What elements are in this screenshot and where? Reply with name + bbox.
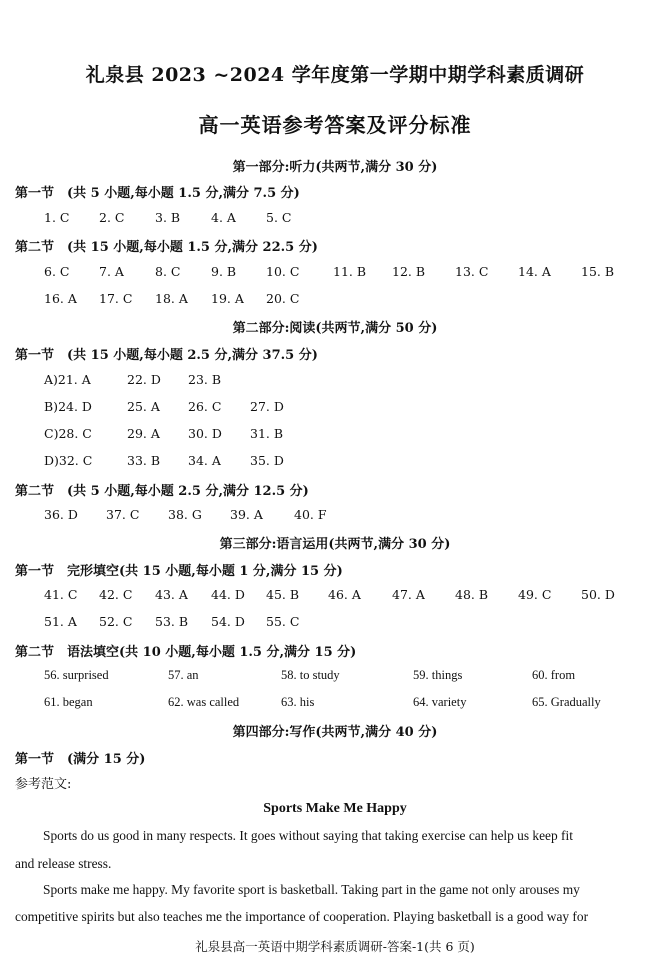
answer-item: 46. A <box>328 587 361 602</box>
answer-item: 36. D <box>44 507 78 522</box>
answer-item: 61. began <box>44 695 93 709</box>
answer-item: 1. C <box>44 210 70 225</box>
answer-item: 54. D <box>211 614 245 629</box>
essay-line: and release stress. <box>15 856 112 871</box>
answer-item: 8. C <box>155 264 181 279</box>
answer-item: 42. C <box>99 587 133 602</box>
reference-essay-label: 参考范文: <box>15 777 72 792</box>
answer-item: 47. A <box>392 587 425 602</box>
answer-item: 43. A <box>155 587 188 602</box>
answer-item: 33. B <box>127 453 161 468</box>
answer-item: 44. D <box>211 587 245 602</box>
part3-sec2-heading: 第二节 语法填空(共 10 小题,每小题 1.5 分,满分 15 分) <box>15 645 357 660</box>
answer-item: 59. things <box>413 668 463 682</box>
part4-heading: 第四部分:写作(共两节,满分 40 分) <box>232 725 438 740</box>
answer-item: 27. D <box>250 399 284 414</box>
answer-item: 2. C <box>99 210 125 225</box>
answer-item: 41. C <box>44 587 78 602</box>
answer-item: 29. A <box>127 426 160 441</box>
part2-heading: 第二部分:阅读(共两节,满分 50 分) <box>232 321 438 336</box>
page-footer: 礼泉县高一英语中期学科素质调研-答案-1(共 6 页) <box>195 939 475 954</box>
essay-title: Sports Make Me Happy <box>263 801 407 816</box>
answer-item: 31. B <box>250 426 284 441</box>
answer-item: 20. C <box>266 291 300 306</box>
answer-item: 58. to study <box>281 668 340 682</box>
answer-item: C)28. C <box>44 426 92 441</box>
essay-line: Sports make me happy. My favorite sport is basketball. Taking part in the game not only arouses my <box>43 882 580 897</box>
part1-sec2-heading: 第二节 (共 15 小题,每小题 1.5 分,满分 22.5 分) <box>15 240 318 255</box>
answer-item: 57. an <box>168 668 199 682</box>
answer-item: 35. D <box>250 453 284 468</box>
answer-item: 5. C <box>266 210 292 225</box>
answer-item: 25. A <box>127 399 160 414</box>
answer-item: 45. B <box>266 587 300 602</box>
answer-item: 51. A <box>44 614 77 629</box>
answer-item: 19. A <box>211 291 244 306</box>
answer-item: 14. A <box>518 264 551 279</box>
answer-item: 50. D <box>581 587 615 602</box>
answer-item: 10. C <box>266 264 300 279</box>
essay-line: Sports do us good in many respects. It goes without saying that taking exercise can help us keep fit <box>43 828 573 843</box>
answer-item: 52. C <box>99 614 133 629</box>
answer-item: 22. D <box>127 372 161 387</box>
answer-item: 48. B <box>455 587 489 602</box>
answer-item: D)32. C <box>44 453 93 468</box>
answer-item: 12. B <box>392 264 426 279</box>
answer-item: 13. C <box>455 264 489 279</box>
answer-item: 39. A <box>230 507 263 522</box>
part2-sec2-heading: 第二节 (共 5 小题,每小题 2.5 分,满分 12.5 分) <box>15 484 309 499</box>
answer-item: 37. C <box>106 507 140 522</box>
answer-item: 62. was called <box>168 695 240 709</box>
answer-item: 53. B <box>155 614 189 629</box>
answer-item: 40. F <box>294 507 327 522</box>
part2-sec1-heading: 第一节 (共 15 小题,每小题 2.5 分,满分 37.5 分) <box>15 348 318 363</box>
answer-item: 60. from <box>532 668 576 682</box>
answer-item: 16. A <box>44 291 77 306</box>
answer-item: 49. C <box>518 587 552 602</box>
answer-item: 23. B <box>188 372 222 387</box>
answer-item: 15. B <box>581 264 615 279</box>
answer-item: 65. Gradually <box>532 695 601 709</box>
part3-sec1-heading: 第一节 完形填空(共 15 小题,每小题 1 分,满分 15 分) <box>15 564 343 579</box>
document-title: 礼泉县 2023 ~2024 学年度第一学期中期学科素质调研 <box>85 64 585 86</box>
answer-item: 26. C <box>188 399 222 414</box>
answer-item: 4. A <box>211 210 236 225</box>
answer-item: 30. D <box>188 426 222 441</box>
document-subtitle: 高一英语参考答案及评分标准 <box>198 113 472 137</box>
answer-item: 38. G <box>168 507 202 522</box>
answer-item: A)21. A <box>44 372 91 387</box>
answer-item: B)24. D <box>44 399 92 414</box>
part4-sec1-heading: 第一节 (满分 15 分) <box>15 752 146 767</box>
part3-heading: 第三部分:语言运用(共两节,满分 30 分) <box>219 537 451 552</box>
answer-item: 17. C <box>99 291 133 306</box>
part1-sec1-heading: 第一节 (共 5 小题,每小题 1.5 分,满分 7.5 分) <box>15 186 300 201</box>
essay-line: competitive spirits but also teaches me the importance of cooperation. Playing basketball is a good way for <box>15 909 589 924</box>
answer-item: 6. C <box>44 264 70 279</box>
answer-item: 63. his <box>281 695 315 709</box>
answer-item: 9. B <box>211 264 237 279</box>
answer-item: 3. B <box>155 210 181 225</box>
answer-item: 7. A <box>99 264 124 279</box>
answer-item: 55. C <box>266 614 300 629</box>
answer-item: 18. A <box>155 291 188 306</box>
answer-item: 64. variety <box>413 695 467 709</box>
part1-heading: 第一部分:听力(共两节,满分 30 分) <box>232 160 438 175</box>
answer-item: 11. B <box>333 264 367 279</box>
answer-item: 34. A <box>188 453 221 468</box>
answer-item: 56. surprised <box>44 668 109 682</box>
